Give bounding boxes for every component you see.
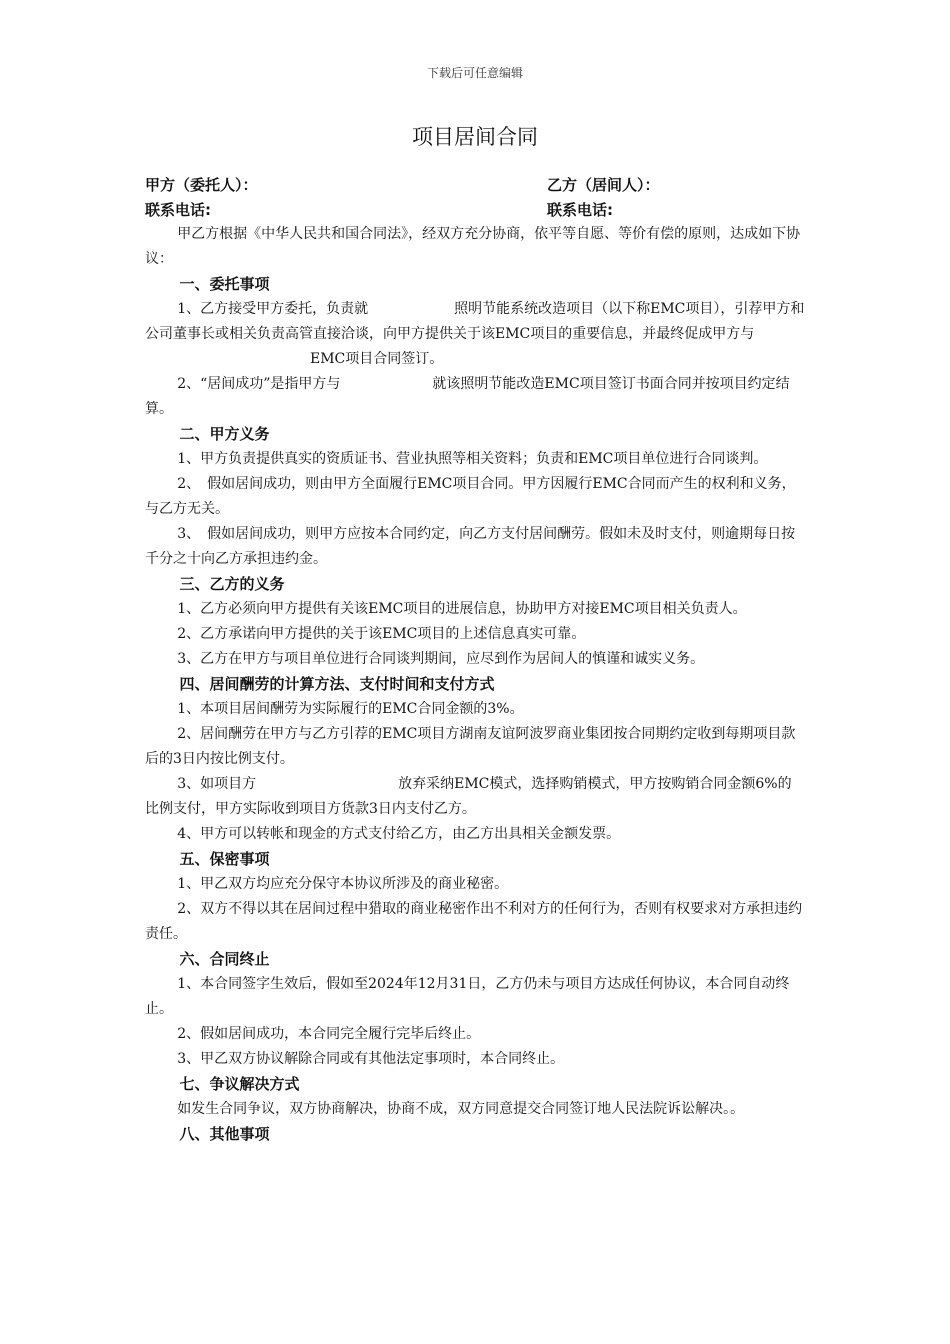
clause-text: 照明节能系统改造项目（以下称EMC项目），引荐甲方和公司董事长或相关负责高管直接洽谈，向甲方提供关于该EMC项目的重要信息，并最终促成甲方与	[145, 301, 805, 342]
clause-paragraph: 3、 假如居间成功，则甲方应按本合同约定，向乙方支付居间酬劳。假如未及时支付，则逾期每日按千分之十向乙方承担违约金。	[145, 526, 796, 567]
clause-paragraph: 如发生合同争议，双方协商解决，协商不成，双方同意提交合同签订地人民法院诉讼解决。。	[177, 1101, 745, 1117]
section-heading-confidentiality: 五、保密事项	[179, 850, 270, 868]
clause-paragraph: 1、本项目居间酬劳为实际履行的EMC合同金额的3%。	[177, 701, 524, 717]
clause-paragraph: 3、乙方在甲方与项目单位进行合同谈判期间，应尽到作为居间人的慎谨和诚实义务。	[177, 651, 705, 667]
clause-text: 就该照明节能改造EMC项目签订书面合同并按项目约定结算。	[145, 376, 790, 417]
clause-paragraph: 4、甲方可以转帐和现金的方式支付给乙方，由乙方出具相关金额发票。	[177, 826, 621, 842]
section-heading-party-b-duties: 三、乙方的义务	[179, 575, 285, 593]
party-row	[145, 173, 815, 198]
preamble-paragraph: 甲乙方根据《中华人民共和国合同法》，经双方充分协商，依平等自愿、等价有偿的原则，达成如下协议：	[145, 226, 801, 267]
party-b-phone-label: 联系电话:	[547, 201, 613, 219]
page-header-note: 下载后可任意编辑	[426, 66, 523, 80]
clause-text: 放弃采纳EMC模式，选择购销模式，甲方按购销合同金额6%的比例支付，甲方实际收到项目方货款3日内支付乙方。	[145, 776, 792, 817]
section-heading-dispute: 七、争议解决方式	[179, 1075, 300, 1093]
party-info	[145, 173, 815, 223]
section-heading-termination: 六、合同终止	[179, 950, 270, 968]
clause-paragraph	[145, 772, 805, 822]
section-heading-other: 八、其他事项	[179, 1125, 270, 1143]
clause-text: 2、“居间成功”是指甲方与	[177, 376, 341, 392]
clause-paragraph: 2、居间酬劳在甲方与乙方引荐的EMC项目方湖南友谊阿波罗商业集团按合同期约定收到每期项目款后的3日内按比例支付。	[145, 726, 796, 767]
clause-paragraph	[145, 372, 805, 422]
party-a-phone-label: 联系电话:	[145, 201, 211, 219]
clause-paragraph: 2、乙方承诺向甲方提供的关于该EMC项目的上述信息真实可靠。	[177, 626, 586, 642]
clause-paragraph: 1、乙方必须向甲方提供有关该EMC项目的进展信息，协助甲方对接EMC项目相关负责人。	[177, 601, 747, 617]
clause-text: EMC项目合同签订。	[310, 351, 444, 367]
clause-paragraph: 2、双方不得以其在居间过程中猎取的商业秘密作出不利对方的任何行为，否则有权要求对方承担违约责任。	[145, 901, 803, 942]
section-heading-remuneration: 四、居间酬劳的计算方法、支付时间和支付方式	[179, 675, 495, 693]
clause-text: 1、乙方接受甲方委托，负责就	[177, 301, 369, 317]
contract-body	[145, 222, 805, 1147]
clause-paragraph: 1、甲方负责提供真实的资质证书、营业执照等相关资料；负责和EMC项目单位进行合同谈判。	[177, 451, 768, 467]
clause-paragraph: 3、甲乙双方协议解除合同或有其他法定事项时，本合同终止。	[177, 1051, 565, 1067]
party-a-label: 甲方（委托人）：	[145, 176, 258, 194]
clause-paragraph: 1、本合同签字生效后，假如至2024年12月31日，乙方仍未与项目方达成任何协议，本合同自动终止。	[145, 976, 790, 1017]
clause-paragraph: 2、 假如居间成功，则由甲方全面履行EMC项目合同。甲方因履行EMC合同而产生的权利和义务，与乙方无关。	[145, 476, 796, 517]
phone-row	[145, 198, 815, 223]
clause-text: 3、如项目方	[177, 776, 257, 792]
clause-paragraph: 1、甲乙双方均应充分保守本协议所涉及的商业秘密。	[177, 876, 509, 892]
clause-paragraph	[145, 297, 805, 372]
section-heading-party-a-duties: 二、甲方义务	[179, 425, 270, 443]
clause-paragraph: 2、假如居间成功，本合同完全履行完毕后终止。	[177, 1026, 481, 1042]
party-b-label: 乙方（居间人）：	[547, 176, 660, 194]
document-title: 项目居间合同	[412, 125, 538, 149]
section-heading-entrustment: 一、委托事项	[179, 275, 270, 293]
